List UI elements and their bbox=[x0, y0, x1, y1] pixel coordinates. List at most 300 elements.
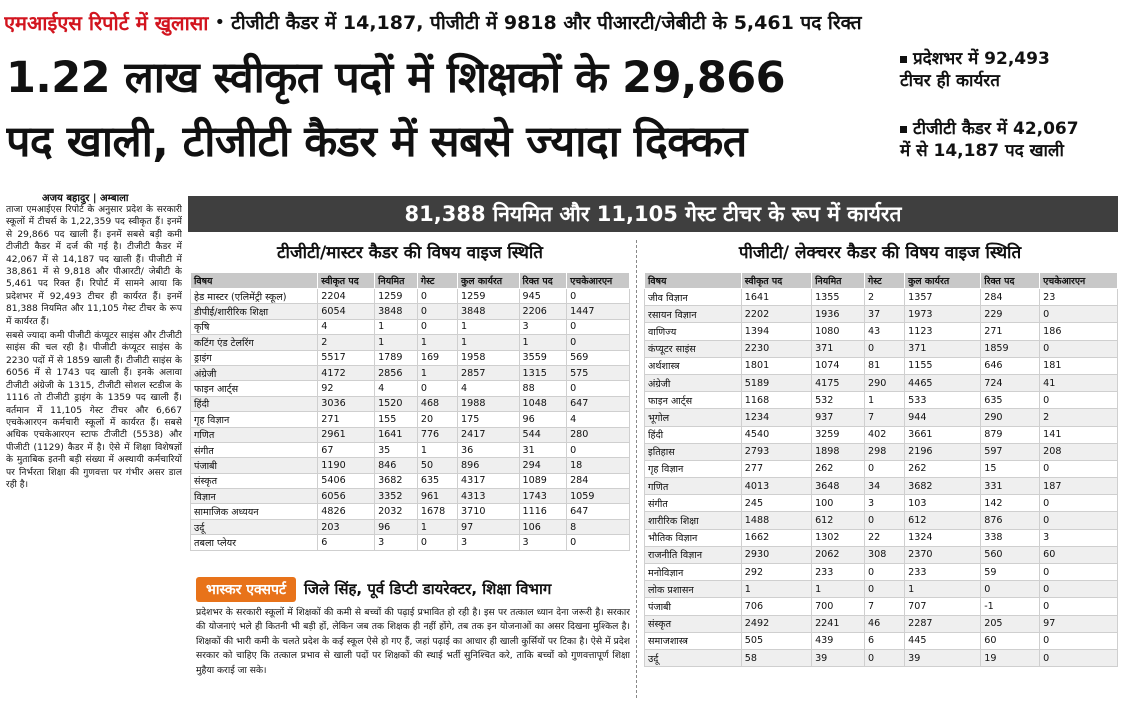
value-cell: 468 bbox=[417, 396, 457, 411]
value-cell: 2417 bbox=[458, 427, 519, 442]
table-row bbox=[645, 289, 1118, 306]
value-cell: 2206 bbox=[519, 304, 567, 319]
value-cell: 2857 bbox=[458, 365, 519, 380]
table-row bbox=[191, 442, 630, 457]
value-cell: 0 bbox=[865, 340, 905, 357]
value-cell: 1259 bbox=[458, 289, 519, 304]
column-header: नियमित bbox=[375, 273, 418, 289]
table-row bbox=[191, 381, 630, 396]
value-cell: 371 bbox=[812, 340, 865, 357]
value-cell: 96 bbox=[519, 412, 567, 427]
table-row bbox=[191, 489, 630, 504]
table-row bbox=[191, 304, 630, 319]
table-row bbox=[191, 412, 630, 427]
value-cell: 8 bbox=[567, 519, 630, 534]
value-cell: 1048 bbox=[519, 396, 567, 411]
value-cell: 277 bbox=[741, 460, 811, 477]
table-row bbox=[645, 460, 1118, 477]
value-cell: 560 bbox=[981, 546, 1040, 563]
value-cell: 1641 bbox=[741, 289, 811, 306]
value-cell: 208 bbox=[1040, 443, 1118, 460]
subject-cell: गणित bbox=[191, 427, 318, 442]
table-row bbox=[645, 306, 1118, 323]
table-row bbox=[191, 473, 630, 488]
value-cell: 37 bbox=[865, 306, 905, 323]
subject-cell: उर्दू bbox=[645, 649, 742, 666]
column-header: स्वीकृत पद bbox=[318, 273, 375, 289]
value-cell: 612 bbox=[905, 512, 981, 529]
table-row bbox=[645, 529, 1118, 546]
value-cell: 22 bbox=[865, 529, 905, 546]
table-row bbox=[191, 504, 630, 519]
value-cell: 3259 bbox=[812, 426, 865, 443]
table-header-row bbox=[645, 273, 1118, 289]
value-cell: 60 bbox=[1040, 546, 1118, 563]
value-cell: 67 bbox=[318, 442, 375, 457]
value-cell: 88 bbox=[519, 381, 567, 396]
table-row bbox=[191, 427, 630, 442]
value-cell: 4013 bbox=[741, 478, 811, 495]
value-cell: 23 bbox=[1040, 289, 1118, 306]
value-cell: 1789 bbox=[375, 350, 418, 365]
value-cell: 533 bbox=[905, 392, 981, 409]
value-cell: 2 bbox=[1040, 409, 1118, 426]
value-cell: 776 bbox=[417, 427, 457, 442]
value-cell: 2062 bbox=[812, 546, 865, 563]
subject-cell: समाजशास्त्र bbox=[645, 632, 742, 649]
subject-cell: संगीत bbox=[191, 442, 318, 457]
value-cell: 1859 bbox=[981, 340, 1040, 357]
value-cell: 0 bbox=[567, 289, 630, 304]
value-cell: 635 bbox=[981, 392, 1040, 409]
value-cell: 724 bbox=[981, 374, 1040, 391]
value-cell: 635 bbox=[417, 473, 457, 488]
column-header: एचकेआरएन bbox=[567, 273, 630, 289]
value-cell: 1259 bbox=[375, 289, 418, 304]
value-cell: 1080 bbox=[812, 323, 865, 340]
value-cell: 59 bbox=[981, 564, 1040, 581]
value-cell: 2856 bbox=[375, 365, 418, 380]
value-cell: 1155 bbox=[905, 357, 981, 374]
value-cell: 3661 bbox=[905, 426, 981, 443]
table-header-row bbox=[191, 273, 630, 289]
value-cell: 233 bbox=[905, 564, 981, 581]
value-cell: 0 bbox=[1040, 581, 1118, 598]
subject-cell: मनोविज्ञान bbox=[645, 564, 742, 581]
expert-name: जिले सिंह, पूर्व डिप्टी डायरेक्टर, शिक्षा विभाग bbox=[304, 580, 552, 598]
value-cell: 155 bbox=[375, 412, 418, 427]
tgt-table bbox=[190, 272, 630, 551]
subject-cell: हिंदी bbox=[191, 396, 318, 411]
value-cell: 402 bbox=[865, 426, 905, 443]
expert-quote: प्रदेशभर के सरकारी स्कूलों में शिक्षकों की कमी से बच्चों की पढ़ाई प्रभावित हो रही है। इस पर तत्काल ध्यान देना जरूरी है। सरकार की योजनाएं भले ही कितनी भी बड़ी हों, लेकिन जब तक शिक्षक ही नहीं होंगे, तब तक इन योजनाओं का असर दिखना मुश्किल है। शिक्षकों की भारी कमी के चलते प्रदेश के कई स्कूल ऐसे हो गए हैं, जहां पढ़ाई का आधार ही खाली कुर्सियों पर टिका है। ऐसे में प्रदेश सरकार को चाहिए कि तत्काल प्रभाव से खाली पदों पर शिक्षकों की स्थाई भर्ती सुनिश्चित करे, ताकि बच्चों को गुणवत्तापूर्ण शिक्षा मुहैया कराई जा सके। bbox=[196, 607, 630, 676]
value-cell: 3 bbox=[519, 535, 567, 550]
value-cell: 203 bbox=[318, 519, 375, 534]
table-row bbox=[191, 365, 630, 380]
value-cell: 3682 bbox=[905, 478, 981, 495]
column-header: रिक्त पद bbox=[519, 273, 567, 289]
value-cell: 1 bbox=[458, 335, 519, 350]
value-cell: 31 bbox=[519, 442, 567, 457]
subject-cell: सामाजिक अध्ययन bbox=[191, 504, 318, 519]
value-cell: 141 bbox=[1040, 426, 1118, 443]
value-cell: 186 bbox=[1040, 323, 1118, 340]
value-cell: 284 bbox=[567, 473, 630, 488]
subject-cell: भौतिक विज्ञान bbox=[645, 529, 742, 546]
value-cell: 612 bbox=[812, 512, 865, 529]
value-cell: 1662 bbox=[741, 529, 811, 546]
value-cell: 5517 bbox=[318, 350, 375, 365]
value-cell: 1 bbox=[741, 581, 811, 598]
subject-cell: इतिहास bbox=[645, 443, 742, 460]
table-row bbox=[645, 443, 1118, 460]
value-cell: 0 bbox=[1040, 649, 1118, 666]
subject-cell: संस्कृत bbox=[645, 615, 742, 632]
table-row bbox=[645, 323, 1118, 340]
value-cell: 1 bbox=[905, 581, 981, 598]
value-cell: 229 bbox=[981, 306, 1040, 323]
table-row bbox=[645, 512, 1118, 529]
value-cell: 175 bbox=[458, 412, 519, 427]
value-cell: 2793 bbox=[741, 443, 811, 460]
value-cell: 371 bbox=[905, 340, 981, 357]
value-cell: 700 bbox=[812, 598, 865, 615]
value-cell: 2961 bbox=[318, 427, 375, 442]
value-cell: 879 bbox=[981, 426, 1040, 443]
subject-cell: अर्थशास्त्र bbox=[645, 357, 742, 374]
value-cell: 36 bbox=[458, 442, 519, 457]
headline bbox=[6, 46, 886, 174]
value-cell: 205 bbox=[981, 615, 1040, 632]
column-divider bbox=[636, 240, 637, 698]
table-row bbox=[645, 615, 1118, 632]
value-cell: 707 bbox=[905, 598, 981, 615]
value-cell: 2204 bbox=[318, 289, 375, 304]
value-cell: 4465 bbox=[905, 374, 981, 391]
value-cell: 937 bbox=[812, 409, 865, 426]
value-cell: 181 bbox=[1040, 357, 1118, 374]
value-cell: 944 bbox=[905, 409, 981, 426]
value-cell: 6056 bbox=[318, 489, 375, 504]
value-cell: 284 bbox=[981, 289, 1040, 306]
value-cell: 505 bbox=[741, 632, 811, 649]
table-row bbox=[191, 350, 630, 365]
side-note-2-line-1: टीजीटी कैडर में 42,067 bbox=[913, 119, 1079, 139]
value-cell: 262 bbox=[812, 460, 865, 477]
value-cell: 3648 bbox=[812, 478, 865, 495]
value-cell: 3 bbox=[458, 535, 519, 550]
pgt-table-title: पीजीटी/ लेक्चरर कैडर की विषय वाइज स्थिति bbox=[738, 243, 1022, 263]
column-header: नियमित bbox=[812, 273, 865, 289]
table-row bbox=[645, 495, 1118, 512]
value-cell: 41 bbox=[1040, 374, 1118, 391]
table-row bbox=[645, 392, 1118, 409]
kicker-bullet: • bbox=[214, 11, 226, 33]
subject-cell: संस्कृत bbox=[191, 473, 318, 488]
value-cell: 4 bbox=[567, 412, 630, 427]
value-cell: 294 bbox=[519, 458, 567, 473]
value-cell: 39 bbox=[905, 649, 981, 666]
column-header: गेस्ट bbox=[865, 273, 905, 289]
value-cell: 7 bbox=[865, 598, 905, 615]
value-cell: 1958 bbox=[458, 350, 519, 365]
table-row bbox=[191, 519, 630, 534]
value-cell: 1641 bbox=[375, 427, 418, 442]
value-cell: 6054 bbox=[318, 304, 375, 319]
value-cell: 142 bbox=[981, 495, 1040, 512]
table-row bbox=[645, 374, 1118, 391]
subject-cell: लोक प्रशासन bbox=[645, 581, 742, 598]
subject-cell: पंजाबी bbox=[191, 458, 318, 473]
value-cell: 4175 bbox=[812, 374, 865, 391]
value-cell: 39 bbox=[812, 649, 865, 666]
value-cell: 0 bbox=[567, 535, 630, 550]
subject-cell: जीव विज्ञान bbox=[645, 289, 742, 306]
value-cell: 97 bbox=[1040, 615, 1118, 632]
subject-cell: कंप्यूटर साइंस bbox=[645, 340, 742, 357]
side-note-1 bbox=[900, 48, 1125, 92]
value-cell: 1190 bbox=[318, 458, 375, 473]
value-cell: 4 bbox=[458, 381, 519, 396]
value-cell: 271 bbox=[981, 323, 1040, 340]
value-cell: 0 bbox=[567, 381, 630, 396]
value-cell: 876 bbox=[981, 512, 1040, 529]
column-header: स्वीकृत पद bbox=[741, 273, 811, 289]
value-cell: 0 bbox=[1040, 598, 1118, 615]
table-row bbox=[645, 649, 1118, 666]
value-cell: 187 bbox=[1040, 478, 1118, 495]
subject-cell: भूगोल bbox=[645, 409, 742, 426]
table-row bbox=[191, 535, 630, 550]
table-row bbox=[191, 458, 630, 473]
value-cell: 2032 bbox=[375, 504, 418, 519]
value-cell: 0 bbox=[1040, 512, 1118, 529]
value-cell: 19 bbox=[981, 649, 1040, 666]
value-cell: 96 bbox=[375, 519, 418, 534]
value-cell: 1 bbox=[865, 392, 905, 409]
subject-cell: कटिंग एंड टेलरिंग bbox=[191, 335, 318, 350]
value-cell: 2 bbox=[318, 335, 375, 350]
value-cell: 0 bbox=[567, 319, 630, 334]
value-cell: 0 bbox=[417, 304, 457, 319]
value-cell: 3352 bbox=[375, 489, 418, 504]
value-cell: 290 bbox=[865, 374, 905, 391]
value-cell: 1 bbox=[417, 442, 457, 457]
column-header: विषय bbox=[191, 273, 318, 289]
bullet-square-icon bbox=[900, 56, 907, 63]
value-cell: 4317 bbox=[458, 473, 519, 488]
headline-line-2: पद खाली, टीजीटी कैडर में सबसे ज्यादा दिक्कत bbox=[6, 117, 747, 167]
value-cell: 2202 bbox=[741, 306, 811, 323]
subject-cell: गणित bbox=[645, 478, 742, 495]
subject-cell: गृह विज्ञान bbox=[191, 412, 318, 427]
value-cell: 0 bbox=[1040, 495, 1118, 512]
subject-cell: डीपीई/शारीरिक शिक्षा bbox=[191, 304, 318, 319]
value-cell: 97 bbox=[458, 519, 519, 534]
expert-header bbox=[196, 576, 630, 602]
value-cell: 1447 bbox=[567, 304, 630, 319]
subject-cell: कृषि bbox=[191, 319, 318, 334]
value-cell: 0 bbox=[1040, 306, 1118, 323]
value-cell: 4826 bbox=[318, 504, 375, 519]
subject-cell: विज्ञान bbox=[191, 489, 318, 504]
table-row bbox=[645, 632, 1118, 649]
value-cell: 262 bbox=[905, 460, 981, 477]
value-cell: 20 bbox=[417, 412, 457, 427]
column-header: गेस्ट bbox=[417, 273, 457, 289]
value-cell: 1488 bbox=[741, 512, 811, 529]
subject-cell: रसायन विज्ञान bbox=[645, 306, 742, 323]
value-cell: 1678 bbox=[417, 504, 457, 519]
value-cell: 0 bbox=[1040, 564, 1118, 581]
value-cell: 2241 bbox=[812, 615, 865, 632]
value-cell: 1743 bbox=[519, 489, 567, 504]
table-row bbox=[645, 340, 1118, 357]
value-cell: 5406 bbox=[318, 473, 375, 488]
value-cell: 1123 bbox=[905, 323, 981, 340]
value-cell: 3710 bbox=[458, 504, 519, 519]
subject-cell: पंजाबी bbox=[645, 598, 742, 615]
value-cell: 646 bbox=[981, 357, 1040, 374]
value-cell: 961 bbox=[417, 489, 457, 504]
value-cell: 1898 bbox=[812, 443, 865, 460]
value-cell: 103 bbox=[905, 495, 981, 512]
value-cell: 280 bbox=[567, 427, 630, 442]
column-header: एचकेआरएन bbox=[1040, 273, 1118, 289]
value-cell: 1357 bbox=[905, 289, 981, 306]
value-cell: 1074 bbox=[812, 357, 865, 374]
value-cell: 7 bbox=[865, 409, 905, 426]
value-cell: 0 bbox=[981, 581, 1040, 598]
table-row bbox=[645, 426, 1118, 443]
value-cell: 60 bbox=[981, 632, 1040, 649]
value-cell: 50 bbox=[417, 458, 457, 473]
subject-cell: राजनीति विज्ञान bbox=[645, 546, 742, 563]
value-cell: 233 bbox=[812, 564, 865, 581]
value-cell: 308 bbox=[865, 546, 905, 563]
column-header: रिक्त पद bbox=[981, 273, 1040, 289]
value-cell: 544 bbox=[519, 427, 567, 442]
value-cell: 2196 bbox=[905, 443, 981, 460]
value-cell: 5189 bbox=[741, 374, 811, 391]
value-cell: 4313 bbox=[458, 489, 519, 504]
side-note-2 bbox=[900, 118, 1125, 162]
subject-cell: हेड मास्टर (एलिमेंट्री स्कूल) bbox=[191, 289, 318, 304]
value-cell: 1936 bbox=[812, 306, 865, 323]
value-cell: 0 bbox=[865, 649, 905, 666]
column-header: विषय bbox=[645, 273, 742, 289]
value-cell: 6 bbox=[865, 632, 905, 649]
value-cell: 2 bbox=[865, 289, 905, 306]
value-cell: 4 bbox=[318, 319, 375, 334]
value-cell: 1520 bbox=[375, 396, 418, 411]
value-cell: 1116 bbox=[519, 504, 567, 519]
value-cell: 0 bbox=[1040, 632, 1118, 649]
value-cell: 1988 bbox=[458, 396, 519, 411]
pgt-table bbox=[644, 272, 1118, 667]
value-cell: 338 bbox=[981, 529, 1040, 546]
expert-badge: भास्कर एक्सपर्ट bbox=[196, 577, 296, 602]
value-cell: 0 bbox=[567, 335, 630, 350]
subject-cell: वाणिज्य bbox=[645, 323, 742, 340]
value-cell: 1973 bbox=[905, 306, 981, 323]
value-cell: 1 bbox=[519, 335, 567, 350]
kicker bbox=[4, 2, 1121, 42]
subject-cell: हिंदी bbox=[645, 426, 742, 443]
column-header: कुल कार्यरत bbox=[905, 273, 981, 289]
value-cell: 290 bbox=[981, 409, 1040, 426]
value-cell: 2492 bbox=[741, 615, 811, 632]
value-cell: 647 bbox=[567, 396, 630, 411]
table-row bbox=[645, 564, 1118, 581]
value-cell: 439 bbox=[812, 632, 865, 649]
value-cell: 445 bbox=[905, 632, 981, 649]
value-cell: 298 bbox=[865, 443, 905, 460]
banner: 81,388 नियमित और 11,105 गेस्ट टीचर के रूप में कार्यरत bbox=[188, 196, 1118, 232]
value-cell: 532 bbox=[812, 392, 865, 409]
side-note-2-line-2: में से 14,187 पद खाली bbox=[900, 141, 1064, 161]
value-cell: 2930 bbox=[741, 546, 811, 563]
value-cell: 569 bbox=[567, 350, 630, 365]
table-row bbox=[645, 581, 1118, 598]
value-cell: -1 bbox=[981, 598, 1040, 615]
value-cell: 3848 bbox=[458, 304, 519, 319]
value-cell: 3 bbox=[865, 495, 905, 512]
value-cell: 169 bbox=[417, 350, 457, 365]
value-cell: 292 bbox=[741, 564, 811, 581]
value-cell: 1302 bbox=[812, 529, 865, 546]
subject-cell: अंग्रेजी bbox=[645, 374, 742, 391]
value-cell: 597 bbox=[981, 443, 1040, 460]
table-row bbox=[191, 289, 630, 304]
value-cell: 0 bbox=[1040, 340, 1118, 357]
value-cell: 1 bbox=[812, 581, 865, 598]
value-cell: 1234 bbox=[741, 409, 811, 426]
kicker-label: एमआईएस रिपोर्ट में खुलासा bbox=[4, 10, 209, 35]
value-cell: 0 bbox=[417, 381, 457, 396]
value-cell: 1324 bbox=[905, 529, 981, 546]
value-cell: 3 bbox=[1040, 529, 1118, 546]
value-cell: 58 bbox=[741, 649, 811, 666]
table-row bbox=[645, 357, 1118, 374]
value-cell: 0 bbox=[865, 581, 905, 598]
subject-cell: उर्दू bbox=[191, 519, 318, 534]
table-row bbox=[645, 478, 1118, 495]
value-cell: 245 bbox=[741, 495, 811, 512]
value-cell: 945 bbox=[519, 289, 567, 304]
value-cell: 1394 bbox=[741, 323, 811, 340]
value-cell: 106 bbox=[519, 519, 567, 534]
value-cell: 271 bbox=[318, 412, 375, 427]
value-cell: 4 bbox=[375, 381, 418, 396]
bullet-square-icon bbox=[900, 126, 907, 133]
subject-cell: अंग्रेजी bbox=[191, 365, 318, 380]
article-paragraph-2: सबसे ज्यादा कमी पीजीटी कंप्यूटर साइंस और टीजीटी साइंस की चल रही है। पीजीटी कंप्यूटर साइंस के 2230 पदों में से 1859 खाली हैं। टीजीटी साइंस के 6056 में से 1743 पद खाली हैं। इनके अलावा टीजीटी अंग्रेजी के 1315, टीजीटी सोशल स्टडीज के 1116 तो टीजीटी ड्राइंग के 1359 पद खाली हैं। वर्तमान में 11,105 गेस्ट टीचर और 6,667 एचकेआरएन कर्मचारी स्कूलों में कार्यरत हैं। सबसे अधिक एचकेआरएन स्टाफ टीजीटी (5538) और पीजीटी (1129) कैडर में है। ऐसे में शिक्षा विशेषज्ञों के मुताबिक इतनी बड़ी संख्या में अस्थायी कर्मचारियों पर निर्भरता शिक्षा की गुणवत्ता पर गंभीर असर डाल रही है। bbox=[6, 331, 182, 490]
value-cell: 2370 bbox=[905, 546, 981, 563]
value-cell: 0 bbox=[1040, 460, 1118, 477]
table-row bbox=[645, 546, 1118, 563]
value-cell: 0 bbox=[417, 535, 457, 550]
value-cell: 35 bbox=[375, 442, 418, 457]
value-cell: 1 bbox=[458, 319, 519, 334]
kicker-text: टीजीटी कैडर में 14,187, पीजीटी में 9818 और पीआरटी/जेबीटी के 5,461 पद रिक्त bbox=[231, 12, 862, 34]
subject-cell: ड्राइंग bbox=[191, 350, 318, 365]
value-cell: 2287 bbox=[905, 615, 981, 632]
value-cell: 1059 bbox=[567, 489, 630, 504]
table-row bbox=[191, 396, 630, 411]
value-cell: 0 bbox=[567, 442, 630, 457]
value-cell: 1801 bbox=[741, 357, 811, 374]
